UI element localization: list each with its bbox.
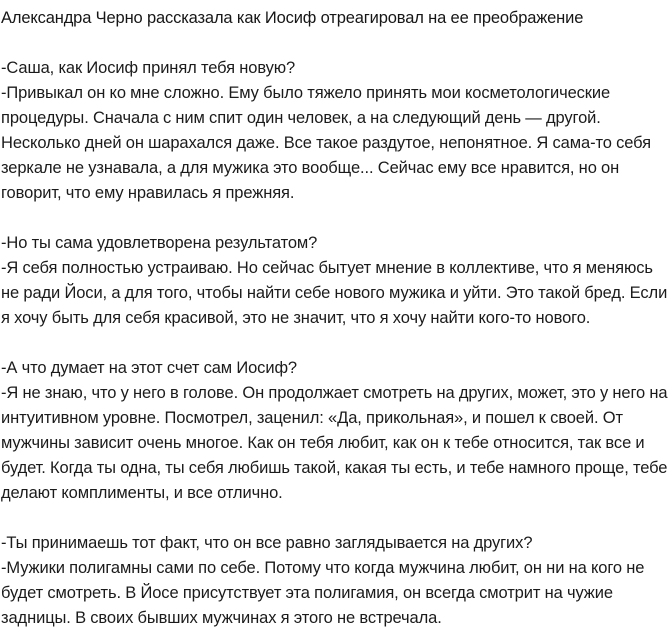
interview-question: -Саша, как Иосиф принял тебя новую? <box>1 59 296 77</box>
interview-question: -А что думает на этот счет сам Иосиф? <box>1 359 297 377</box>
interview-answer: -Привыкал он ко мне сложно. Ему было тяжело принять мои косметологические процедуры. Сначала с ним спит один человек, а на следующий день — другой. Несколько дней он шарахался даже. Все такое раздутое, непонятное. Я сама-то себя зеркале не узнавала, а для мужика это вообще... Сейчас ему все нравится, но он говорит, что ему нравилась я прежняя. <box>1 84 651 202</box>
spacer <box>1 506 669 531</box>
article-body <box>1 6 669 631</box>
interview-answer: -Мужики полигамны сами по себе. Потому что когда мужчина любит, он ни на кого не будет смотреть. В Йосе присутствует эта полигамия, он всегда смотрит на чужие задницы. В своих бывших мужчинах я этого не встречала. <box>1 559 645 627</box>
interview-answer: -Я не знаю, что у него в голове. Он продолжает смотреть на других, может, это у него на интуитивном уровне. Посмотрел, заценил: «Да, прикольная», и пошел к своей. От мужчины зависит очень многое. Как он тебя любит, как он к тебе относится, так все и будет. Когда ты одна, ты себя любишь такой, какая ты есть, и тебе намного проще, тебе делают комплименты, и все отлично. <box>1 384 668 502</box>
qa-block-1 <box>1 56 669 206</box>
spacer <box>1 31 669 56</box>
qa-block-4 <box>1 531 669 631</box>
spacer <box>1 331 669 356</box>
interview-answer: -Я себя полностью устраиваю. Но сейчас бытует мнение в коллективе, что я меняюсь не ради Йоси, а для того, чтобы найти себе нового мужика и уйти. Это такой бред. Если я хочу быть для себя красивой, это не значит, что я хочу найти кого-то нового. <box>1 259 668 327</box>
interview-question: -Ты принимаешь тот факт, что он все равно заглядывается на других? <box>1 534 533 552</box>
qa-block-3 <box>1 356 669 506</box>
interview-question: -Но ты сама удовлетворена результатом? <box>1 234 318 252</box>
page-title: Александра Черно рассказала как Иосиф отреагировал на ее преображение <box>1 9 584 27</box>
qa-block-2 <box>1 231 669 331</box>
spacer <box>1 206 669 231</box>
